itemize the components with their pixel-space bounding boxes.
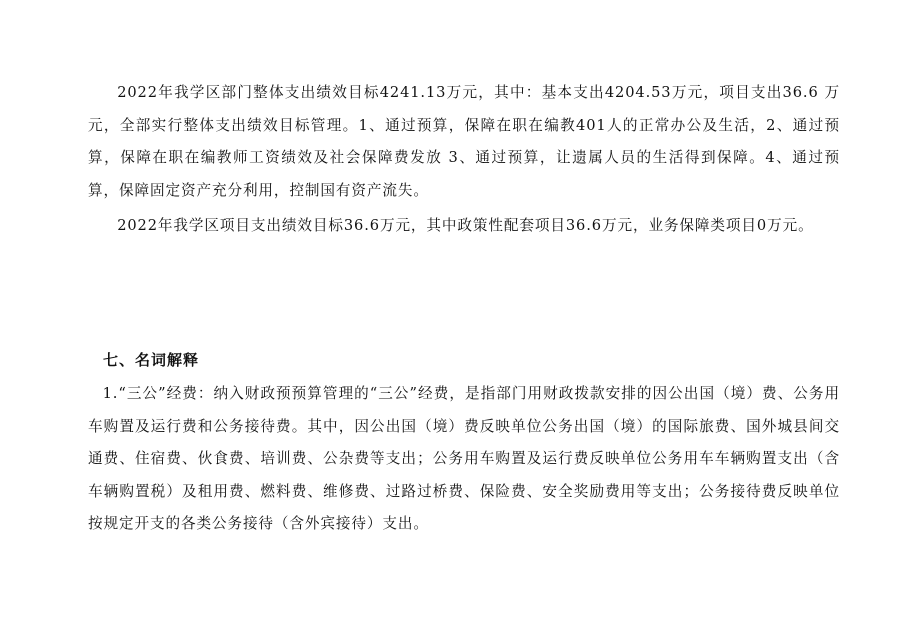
project-expenditure-paragraph: 2022年我学区项目支出绩效目标36.6万元，其中政策性配套项目36.6万元，业务保障类项目0万元。 (117, 217, 814, 234)
performance-target-paragraph: 2022年我学区部门整体支出绩效目标4241.13万元，其中：基本支出4204.53万元，项目支出36.6 万元，全部实行整体支出绩效目标管理。1、通过预算，保障在职在编教401人的正常办公及生活，2、通过预算，保障在职在编教师工资绩效及社会保障费发放 3、通过预算，让遗属人员的生活得到保障。4、通过预算，保障固定资产充分利用，控制国有资产流失。 (88, 84, 840, 199)
section-heading: 七、名词解释 (103, 351, 200, 369)
three-public-expenses-definition: 1.“三公”经费：纳入财政预预算管理的“三公”经费，是指部门用财政拨款安排的因公出国（境）费、公务用车购置及运行费和公务接待费。其中，因公出国（境）费反映单位公务出国（境）的国际旅费、国外城县间交通费、住宿费、伙食费、培训费、公杂费等支出；公务用车购置及运行费反映单位公务用车车辆购置支出（含车辆购置税）及租用费、燃料费、维修费、过路过桥费、保险费、安全奖励费用等支出；公务接待费反映单位按规定开支的各类公务接待（含外宾接待）支出。 (88, 385, 840, 532)
